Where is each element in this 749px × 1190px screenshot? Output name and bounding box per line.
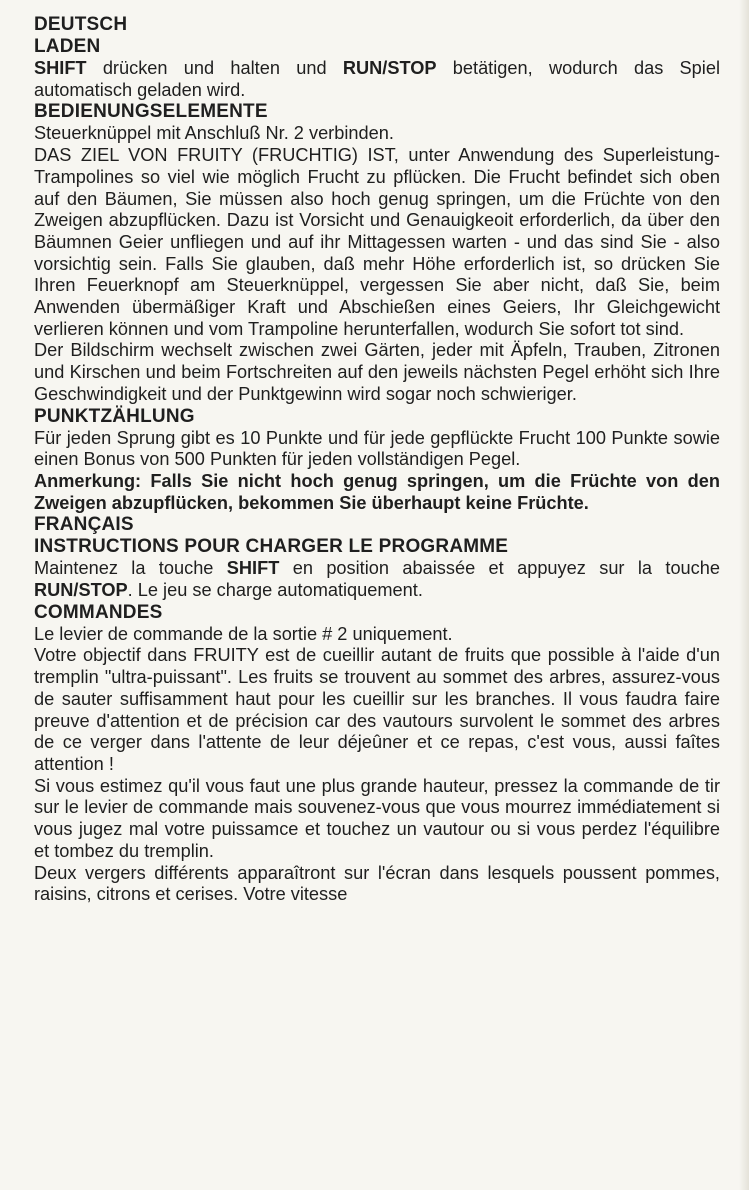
german-note: Anmerkung: Falls Sie nicht hoch genug springen, um die Früchte von den Zweigen abzupflücken, bekommen Sie überhaupt keine Früchte. [34,470,720,513]
french-controls-heading: COMMANDES [34,601,163,623]
german-controls-joystick: Steuerknüppel mit Anschluß Nr. 2 verbinden. [34,123,394,144]
run-stop-key-label: RUN/STOP [342,58,437,78]
german-scoring-heading: PUNKTZÄHLUNG [34,405,195,427]
page-edge [739,0,749,1190]
french-game-objective: Votre objectif dans FRUITY est de cueillir autant de fruits que possible à l'aide d'un tremplin "ultra-puissant". Les fruits se trouvent au sommet des arbres, assurez-vous de sauter suffisamment haut pour les cueillir sur les branches. Il vous faudra faire preuve d'attention et de précision car des vautours survolent le sommet des arbres de ce verger dans l'attente de leur déjeûner et ce repas, c'est vous, aussi faîtes attention ! [34,645,720,774]
french-controls-joystick: Le levier de commande de la sortie # 2 uniquement. [34,623,453,644]
shift-key-label: SHIFT [226,558,280,579]
french-loading-heading: INSTRUCTIONS POUR CHARGER LE PROGRAMME [34,536,509,558]
german-game-objective: DAS ZIEL VON FRUITY (FRUCHTIG) IST, unter Anwendung des Superleistung-Trampolines so viel wie möglich Frucht zu pflücken. Die Frucht befindet sich oben auf den Bäumen, Sie müssen also hoch genug springen, um die Früchte von den Zweigen abzupflücken. Dazu ist Vorsicht und Genauigkeoit erforderlich, da über den Bäumnen Geier unfliegen und auf ihr Mittagessen warten - und das sind Sie - also vorsichtig sein. Falls Sie glauben, daß mehr Höhe erforderlich ist, so drücken Sie Ihren Feuerknopf am Steuerknüppel, vergessen Sie aber nicht, daß Sie, beim Anwenden übermäßiger Kraft und Abschießen eines Geiers, Ihr Gleichgewicht verlieren können und vom Trampoline herunterfallen, wodurch Sie sofort tot sind. [34,145,720,339]
french-language-heading: FRANÇAIS [34,514,134,536]
run-stop-key-label: RUN/STOP [34,580,128,601]
french-fire-button-text: Si vous estimez qu'il vous faut une plus grande hauteur, pressez la commande de tir sur le levier de commande mais souvenez-vous que vous mourrez immédiatement si vous jugez mal votre puissamce et touchez un vautour ou si vous perdez l'équilibre et tombez du tremplin. [34,775,720,861]
french-loading-text: Maintenez la touche SHIFT en position abaissée et appuyez sur la touche RUN/STOP. Le jeu se charge automatiquement. [34,558,720,601]
german-controls-heading: BEDIENUNGSELEMENTE [34,101,268,123]
german-loading-text: SHIFT drücken und halten und RUN/STOP betätigen, wodurch das Spiel automatisch geladen wird. [34,58,720,100]
german-language-heading: DEUTSCH [34,14,128,35]
manual-page [34,14,720,906]
shift-key-label: SHIFT [34,58,87,78]
german-loading-heading: LADEN [34,36,101,57]
german-screen-description: Der Bildschirm wechselt zwischen zwei Gärten, jeder mit Äpfeln, Trauben, Zitronen und Kirschen und beim Fortschreiten auf den jeweils nächsten Pegel erhöht sich Ihre Geschwindigkeit und der Punktgewinn wird sogar noch schwieriger. [34,340,720,404]
german-scoring-text: Für jeden Sprung gibt es 10 Punkte und für jede gepflückte Frucht 100 Punkte sowie einen Bonus von 500 Punkten für jeden vollständigen Pegel. [34,427,720,470]
french-orchards-text: Deux vergers différents apparaîtront sur l'écran dans lesquels poussent pommes, raisins, citrons et cerises. Votre vitesse [34,862,720,905]
